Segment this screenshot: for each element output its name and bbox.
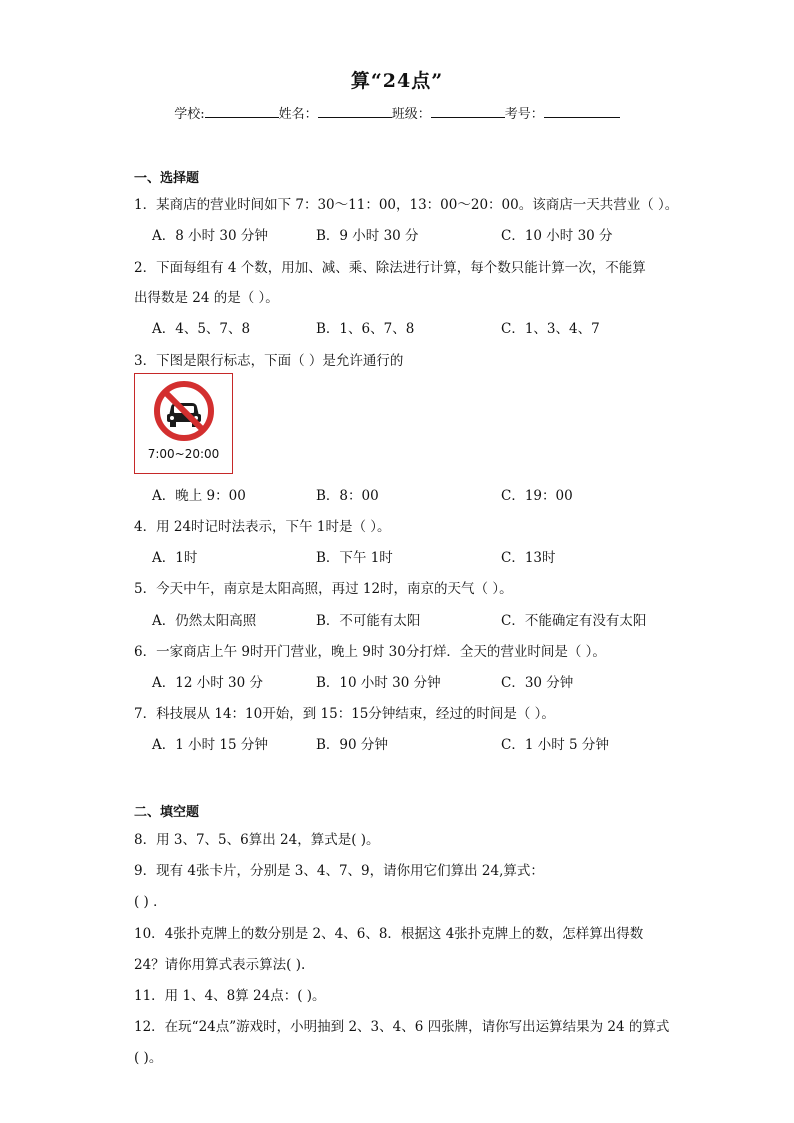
question-1: 1．某商店的营业时间如下 7：30～11：00，13：00～20：00。该商店一天共营业（ ）。 <box>134 197 679 213</box>
question-12-line1: 12．在玩“24点”游戏时，小明抽到 2、3、4、6 四张牌，请你写出运算结果为 24 的算式 <box>134 1019 670 1035</box>
exam-number-blank[interactable] <box>544 103 620 118</box>
q4-option-b[interactable]: B．下午 1时 <box>316 550 393 566</box>
question-3: 3．下图是限行标志，下面（ ）是允许通行的 <box>134 353 404 369</box>
q3-option-a[interactable]: A．晚上 9：00 <box>152 488 246 504</box>
question-2-line1: 2．下面每组有 4 个数，用加、减、乘、除法进行计算，每个数只能计算一次，不能算 <box>134 260 646 276</box>
q6-option-a[interactable]: A．12 小时 30 分 <box>152 675 263 691</box>
question-9-line1: 9．现有 4张卡片，分别是 3、4、7、9，请你用它们算出 24,算式： <box>134 863 544 879</box>
question-6: 6．一家商店上午 9时开门营业，晚上 9时 30分打烊．全天的营业时间是（ ）。 <box>134 644 606 660</box>
q1-option-a[interactable]: A．8 小时 30 分钟 <box>152 228 268 244</box>
q2-option-b[interactable]: B．1、6、7、8 <box>316 321 415 337</box>
q1-option-b[interactable]: B．9 小时 30 分 <box>316 228 419 244</box>
q1-option-c[interactable]: C．10 小时 30 分 <box>501 228 613 244</box>
question-8: 8．用 3、7、5、6算出 24，算式是( )。 <box>134 832 380 848</box>
q7-option-b[interactable]: B．90 分钟 <box>316 737 388 753</box>
school-blank[interactable] <box>205 103 279 118</box>
q7-option-c[interactable]: C．1 小时 5 分钟 <box>501 737 609 753</box>
q6-option-b[interactable]: B．10 小时 30 分钟 <box>316 675 441 691</box>
no-car-traffic-sign <box>134 373 233 474</box>
q5-option-c[interactable]: C．不能确定有没有太阳 <box>501 613 647 629</box>
q2-option-c[interactable]: C．1、3、4、7 <box>501 321 600 337</box>
q4-option-a[interactable]: A．1时 <box>152 550 198 566</box>
question-2-line2: 出得数是 24 的是（ ）。 <box>134 290 279 306</box>
exam-number-label: 考号： <box>504 107 544 122</box>
question-4: 4．用 24时记时法表示，下午 1时是（ ）。 <box>134 519 391 535</box>
student-info-line <box>0 103 794 122</box>
no-car-icon <box>153 380 215 442</box>
question-10-line2: 24？请你用算式表示算法( ). <box>134 957 306 973</box>
q7-option-a[interactable]: A．1 小时 15 分钟 <box>152 737 268 753</box>
question-10-line1: 10．4张扑克牌上的数分别是 2、4、6、8．根据这 4张扑克牌上的数，怎样算出得数 <box>134 926 644 942</box>
question-12-answer[interactable]: ( )。 <box>134 1050 163 1066</box>
page-title: 算“24点” <box>350 70 444 92</box>
sign-time-range: 7:00~20:00 <box>147 447 220 461</box>
question-5: 5．今天中午，南京是太阳高照，再过 12时，南京的天气（ ）。 <box>134 581 513 597</box>
name-blank[interactable] <box>318 103 392 118</box>
section-title-choice: 一、选择题 <box>134 171 200 186</box>
q5-option-b[interactable]: B．不可能有太阳 <box>316 613 421 629</box>
q4-option-c[interactable]: C．13时 <box>501 550 556 566</box>
question-9-answer[interactable]: ( ) ． <box>134 894 167 910</box>
name-label: 姓名： <box>278 107 318 122</box>
q2-option-a[interactable]: A．4、5、7、8 <box>152 321 251 337</box>
question-7: 7．科技展从 14：10开始，到 15：15分钟结束，经过的时间是（ ）。 <box>134 706 555 722</box>
class-label: 班级： <box>391 107 431 122</box>
q5-option-a[interactable]: A．仍然太阳高照 <box>152 613 257 629</box>
question-11: 11．用 1、4、8算 24点：( )。 <box>134 988 326 1004</box>
q6-option-c[interactable]: C．30 分钟 <box>501 675 574 691</box>
section-title-fill-in: 二、填空题 <box>134 805 200 820</box>
q3-option-c[interactable]: C．19：00 <box>501 488 573 504</box>
q3-option-b[interactable]: B．8：00 <box>316 488 379 504</box>
class-blank[interactable] <box>431 103 505 118</box>
school-label: 学校: <box>174 107 205 122</box>
